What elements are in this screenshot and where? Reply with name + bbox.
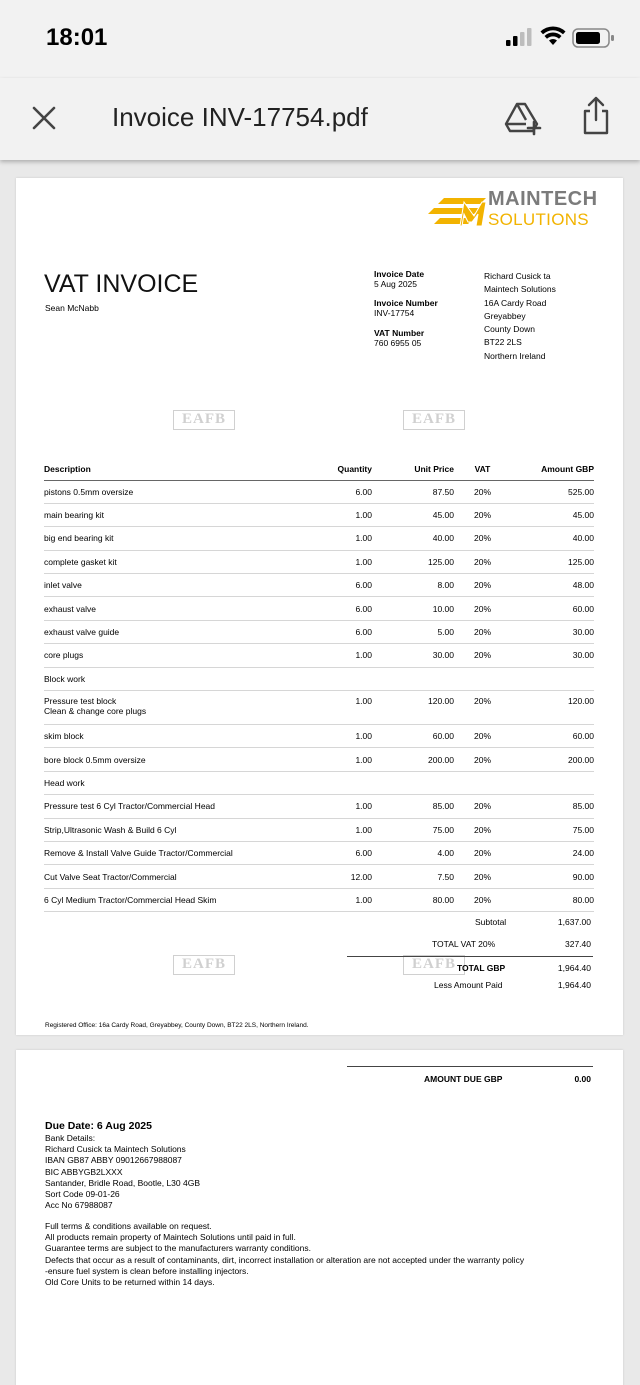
table-row xyxy=(44,503,594,526)
table-row xyxy=(44,818,594,841)
total-vat-label: TOTAL VAT 20% xyxy=(432,939,496,949)
cell-amount: 120.00 xyxy=(511,691,594,725)
cell-vat: 20% xyxy=(454,795,511,818)
description-text: Remove & Install Valve Guide Tractor/Commercial xyxy=(44,848,233,859)
cell-unit-price: 200.00 xyxy=(372,748,454,771)
table-row xyxy=(44,644,594,667)
cell-description xyxy=(44,841,322,864)
watermark: EAFB xyxy=(173,955,235,975)
cell-amount: 60.00 xyxy=(511,597,594,620)
cell-quantity: 1.00 xyxy=(322,644,372,667)
cell-quantity: 6.00 xyxy=(322,620,372,643)
description-text: big end bearing kit xyxy=(44,533,114,544)
logo-text-maintech: MAINTECH xyxy=(488,188,598,210)
cell-amount: 45.00 xyxy=(511,503,594,526)
cell-quantity: 6.00 xyxy=(322,597,372,620)
cell-amount: 200.00 xyxy=(511,748,594,771)
address-line: Northern Ireland xyxy=(484,350,546,361)
description-text: bore block 0.5mm oversize xyxy=(44,754,146,765)
cell-unit-price: 4.00 xyxy=(372,841,454,864)
cell-vat: 20% xyxy=(454,620,511,643)
invoice-number-label: Invoice Number xyxy=(374,298,438,308)
cell-description xyxy=(44,620,322,643)
share-icon[interactable] xyxy=(580,96,612,136)
cell-unit-price: 30.00 xyxy=(372,644,454,667)
cell-unit-price: 7.50 xyxy=(372,865,454,888)
cell-vat xyxy=(454,771,511,794)
header-description: Description xyxy=(44,458,322,480)
invoice-number-block xyxy=(374,298,438,318)
cell-description xyxy=(44,550,322,573)
description-text-line2: Clean & change core plugs xyxy=(44,706,147,717)
cell-vat: 20% xyxy=(454,597,511,620)
status-time: 18:01 xyxy=(46,24,108,51)
cell-vat: 20% xyxy=(454,644,511,667)
cell-description xyxy=(44,691,322,725)
address-line: BT22 2LS xyxy=(484,337,522,348)
table-row xyxy=(44,527,594,550)
table-row xyxy=(44,725,594,748)
cell-amount: 525.00 xyxy=(511,480,594,503)
cell-unit-price: 45.00 xyxy=(372,503,454,526)
description-text: main bearing kit xyxy=(44,510,105,521)
cell-amount: 80.00 xyxy=(511,888,594,911)
cell-unit-price: 125.00 xyxy=(372,550,454,573)
cell-vat: 20% xyxy=(454,550,511,573)
cell-description xyxy=(44,597,322,620)
vat-number-block xyxy=(374,328,424,348)
cell-description xyxy=(44,865,322,888)
add-to-drive-icon[interactable] xyxy=(504,100,542,136)
terms-line: Old Core Units to be returned within 14 days. xyxy=(45,1277,215,1288)
amount-due-value: 0.00 xyxy=(574,1074,591,1084)
invoice-date: 5 Aug 2025 xyxy=(374,279,418,289)
cell-vat: 20% xyxy=(454,888,511,911)
invoice-heading: VAT INVOICE xyxy=(44,270,199,298)
cell-description xyxy=(44,574,322,597)
header-quantity: Quantity xyxy=(322,458,372,480)
description-text: Cut Valve Seat Tractor/Commercial xyxy=(44,871,177,882)
cell-description xyxy=(44,644,322,667)
table-row xyxy=(44,480,594,503)
table-row xyxy=(44,597,594,620)
table-row xyxy=(44,574,594,597)
cell-quantity: 6.00 xyxy=(322,841,372,864)
line-items-table xyxy=(44,458,594,912)
table-row xyxy=(44,691,594,725)
close-icon[interactable] xyxy=(30,104,58,132)
header-vat: VAT xyxy=(454,458,511,480)
cell-vat: 20% xyxy=(454,748,511,771)
pdf-page-2 xyxy=(16,1050,623,1385)
customer-name: Sean McNabb xyxy=(45,303,99,313)
table-row xyxy=(44,795,594,818)
cell-quantity: 6.00 xyxy=(322,574,372,597)
registered-office: Registered Office: 16a Cardy Road, Greyabbey, County Down, BT22 2LS, Northern Ireland. xyxy=(45,1022,309,1029)
description-text: Strip,Ultrasonic Wash & Build 6 Cyl xyxy=(44,824,177,835)
cell-unit-price: 40.00 xyxy=(372,527,454,550)
description-text: Head work xyxy=(44,777,85,788)
table-header-row xyxy=(44,458,594,480)
table-row xyxy=(44,771,594,794)
cell-amount: 75.00 xyxy=(511,818,594,841)
total-vat-value: 327.40 xyxy=(565,939,591,949)
terms-line: Full terms & conditions available on request. xyxy=(45,1221,212,1231)
table-row xyxy=(44,620,594,643)
subtotal-label: Subtotal xyxy=(475,917,507,927)
cell-description xyxy=(44,527,322,550)
cell-quantity: 1.00 xyxy=(322,748,372,771)
cell-amount: 90.00 xyxy=(511,865,594,888)
cell-amount: 40.00 xyxy=(511,527,594,550)
table-row xyxy=(44,748,594,771)
cell-amount xyxy=(511,771,594,794)
cell-amount: 60.00 xyxy=(511,725,594,748)
description-text: Pressure test 6 Cyl Tractor/Commercial Head xyxy=(44,801,215,812)
wifi-icon xyxy=(540,26,566,46)
logo-text-solutions: SOLUTIONS xyxy=(488,210,589,229)
terms-line: All products remain property of Maintech Solutions until paid in full. xyxy=(45,1232,296,1243)
description-text: exhaust valve xyxy=(44,603,96,614)
amount-paid-value: 1,964.40 xyxy=(557,980,591,990)
total-gbp-value: 1,964.40 xyxy=(557,963,591,973)
table-row xyxy=(44,550,594,573)
cell-quantity: 1.00 xyxy=(322,795,372,818)
description-text: 6 Cyl Medium Tractor/Commercial Head Skim xyxy=(44,894,217,905)
cell-quantity: 1.00 xyxy=(322,550,372,573)
cell-amount: 30.00 xyxy=(511,620,594,643)
invoice-number: INV-17754 xyxy=(374,308,415,318)
cell-quantity: 1.00 xyxy=(322,691,372,725)
due-date: Due Date: 6 Aug 2025 xyxy=(45,1120,152,1132)
cell-quantity: 6.00 xyxy=(322,480,372,503)
description-text: Pressure test block xyxy=(44,696,117,707)
table-row xyxy=(44,865,594,888)
cell-description xyxy=(44,771,322,794)
document-title: Invoice INV-17754.pdf xyxy=(112,102,368,132)
address-line: Richard Cusick ta xyxy=(484,271,551,281)
cell-quantity xyxy=(322,771,372,794)
cell-unit-price: 120.00 xyxy=(372,691,454,725)
cell-quantity: 1.00 xyxy=(322,527,372,550)
cell-amount: 30.00 xyxy=(511,644,594,667)
cell-unit-price: 10.00 xyxy=(372,597,454,620)
amount-due-label: AMOUNT DUE GBP xyxy=(424,1074,503,1084)
bank-line: BIC ABBYGB2LXXX xyxy=(45,1166,123,1177)
cell-description xyxy=(44,503,322,526)
address-line: 16A Cardy Road xyxy=(484,297,547,308)
cell-description xyxy=(44,667,322,690)
bank-line: Santander, Bridle Road, Bootle, L30 4GB xyxy=(45,1177,200,1188)
cell-amount: 85.00 xyxy=(511,795,594,818)
cell-quantity: 12.00 xyxy=(322,865,372,888)
status-bar xyxy=(0,0,640,78)
amount-paid-label: Less Amount Paid xyxy=(434,980,503,990)
cell-unit-price: 75.00 xyxy=(372,818,454,841)
watermark: EAFB xyxy=(403,410,465,430)
cell-amount: 24.00 xyxy=(511,841,594,864)
bank-line: IBAN GB87 ABBY 09012667988087 xyxy=(45,1155,182,1166)
cell-description xyxy=(44,725,322,748)
cell-quantity: 1.00 xyxy=(322,503,372,526)
description-text: exhaust valve guide xyxy=(44,627,120,638)
invoice-date-block xyxy=(374,269,424,289)
cell-amount xyxy=(511,667,594,690)
description-text: skim block xyxy=(44,731,84,742)
table-row xyxy=(44,667,594,690)
address-line: County Down xyxy=(484,324,536,335)
cell-quantity: 1.00 xyxy=(322,725,372,748)
description-text: core plugs xyxy=(44,650,84,661)
cell-amount: 48.00 xyxy=(511,574,594,597)
cell-description xyxy=(44,480,322,503)
subtotal-value: 1,637.00 xyxy=(557,917,591,927)
vat-number-label: VAT Number xyxy=(374,328,425,338)
cell-vat: 20% xyxy=(454,503,511,526)
bank-line: Richard Cusick ta Maintech Solutions xyxy=(45,1144,186,1155)
terms-conditions xyxy=(45,1221,524,1288)
terms-line: -ensure fuel system is clean before installing injectors. xyxy=(45,1265,249,1276)
address-line: Greyabbey xyxy=(484,310,526,321)
totals-divider xyxy=(347,956,593,957)
invoice-date-label: Invoice Date xyxy=(374,269,425,279)
cell-vat: 20% xyxy=(454,527,511,550)
cell-vat: 20% xyxy=(454,574,511,597)
header-unit-price: Unit Price xyxy=(372,458,454,480)
description-text: complete gasket kit xyxy=(44,556,117,567)
cell-amount: 125.00 xyxy=(511,550,594,573)
pdf-page-1 xyxy=(16,178,623,1035)
address-line: Maintech Solutions xyxy=(484,284,556,295)
cell-quantity xyxy=(322,667,372,690)
battery-icon xyxy=(572,28,616,48)
header-amount: Amount GBP xyxy=(511,458,594,480)
cell-unit-price xyxy=(372,771,454,794)
description-text: pistons 0.5mm oversize xyxy=(44,486,134,497)
bank-line: Acc No 67988087 xyxy=(45,1200,113,1211)
cell-unit-price: 85.00 xyxy=(372,795,454,818)
bank-line: Bank Details: xyxy=(45,1133,96,1143)
cellular-signal-icon xyxy=(506,28,532,46)
cell-quantity: 1.00 xyxy=(322,818,372,841)
cell-description xyxy=(44,795,322,818)
watermark: EAFB xyxy=(403,955,465,975)
cell-vat: 20% xyxy=(454,480,511,503)
table-row xyxy=(44,841,594,864)
cell-description xyxy=(44,888,322,911)
cell-vat: 20% xyxy=(454,841,511,864)
vat-number: 760 6955 05 xyxy=(374,338,422,348)
amount-due-divider xyxy=(347,1066,593,1067)
description-text: inlet valve xyxy=(44,580,82,591)
cell-description xyxy=(44,748,322,771)
supplier-address xyxy=(484,270,556,363)
cell-description xyxy=(44,818,322,841)
cell-unit-price: 87.50 xyxy=(372,480,454,503)
watermark: EAFB xyxy=(173,410,235,430)
cell-unit-price: 80.00 xyxy=(372,888,454,911)
total-gbp-label: TOTAL GBP xyxy=(457,963,506,973)
cell-unit-price xyxy=(372,667,454,690)
cell-vat: 20% xyxy=(454,865,511,888)
terms-line: Defects that occur as a result of contaminants, dirt, incorrect installation or alteration are not accepted under the warranty policy xyxy=(45,1254,525,1265)
cell-quantity: 1.00 xyxy=(322,888,372,911)
table-row xyxy=(44,888,594,911)
cell-vat: 20% xyxy=(454,691,511,725)
description-text: Block work xyxy=(44,673,86,684)
viewer-toolbar xyxy=(0,78,640,160)
cell-unit-price: 5.00 xyxy=(372,620,454,643)
terms-line: Guarantee terms are subject to the manufacturers warranty conditions. xyxy=(45,1243,311,1254)
bank-details xyxy=(45,1133,200,1211)
cell-unit-price: 60.00 xyxy=(372,725,454,748)
cell-unit-price: 8.00 xyxy=(372,574,454,597)
cell-vat: 20% xyxy=(454,818,511,841)
cell-vat xyxy=(454,667,511,690)
cell-vat: 20% xyxy=(454,725,511,748)
bank-line: Sort Code 09-01-26 xyxy=(45,1189,120,1200)
